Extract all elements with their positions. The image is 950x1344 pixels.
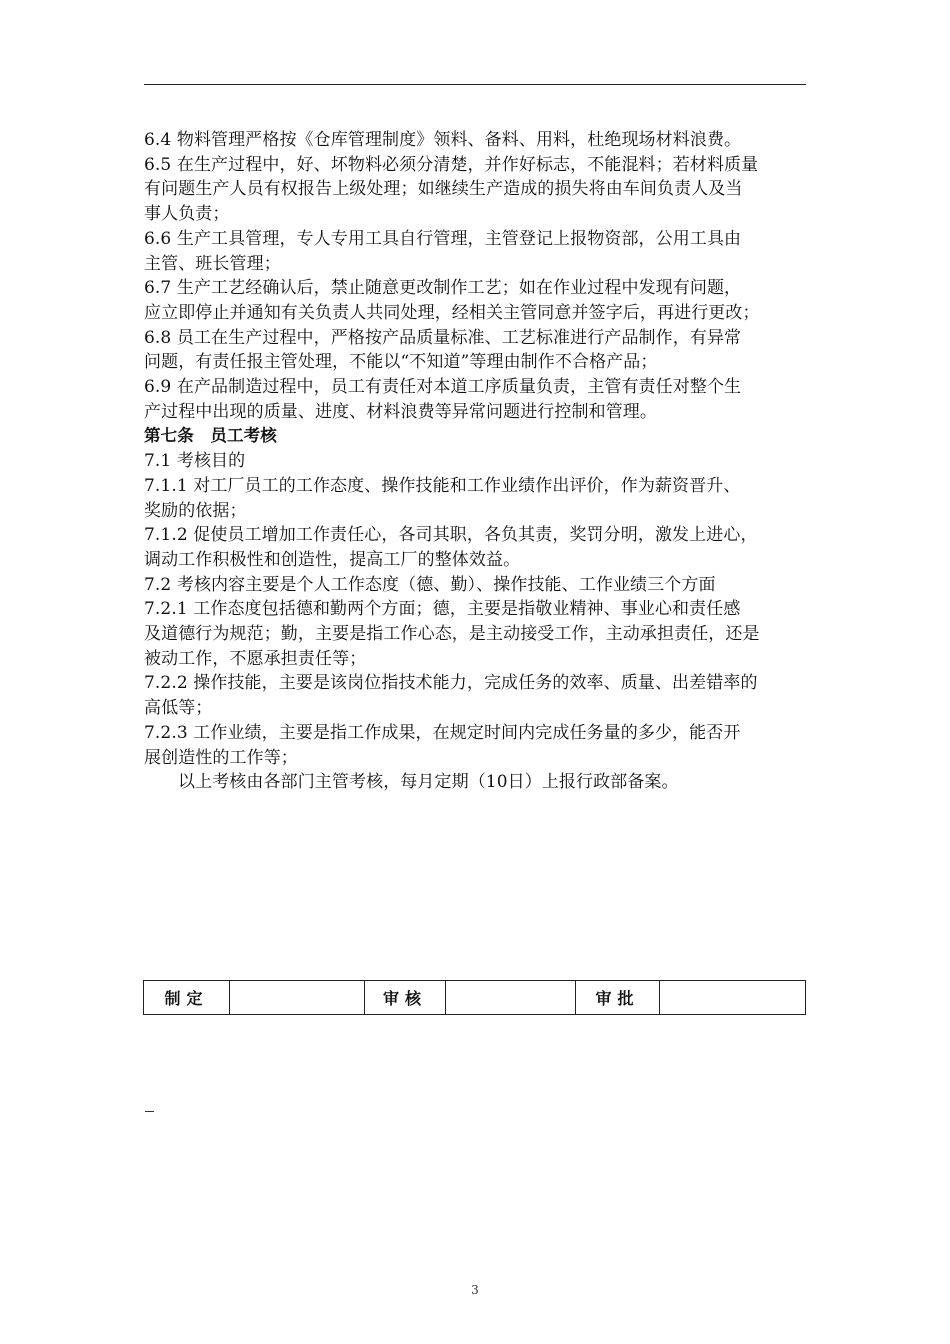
clause-6-5-line-2: 有问题生产人员有权报告上级处理；如继续生产造成的损失将由车间负责人及当: [144, 179, 743, 200]
document-body: [144, 128, 814, 795]
clause-7-2-1-line-2: 及道德行为规范；勤，主要是指工作心态，是主动接受工作，主动承担责任，还是: [144, 624, 760, 645]
clause-6-9-line-1: 6.9 在产品制造过程中，员工有责任对本道工序质量负责，主管有责任对整个生: [144, 377, 742, 398]
clause-7-2: 7.2 考核内容主要是个人工作态度（德、勤）、操作技能、工作业绩三个方面: [144, 574, 716, 595]
clause-6-8-line-1: 6.8 员工在生产过程中，严格按产品质量标准、工艺标准进行产品制作，有异常: [144, 327, 742, 348]
clause-6-5-line-1: 6.5 在生产过程中，好、坏物料必须分清楚，并作好标志，不能混料；若材料质量: [144, 154, 759, 175]
clause-7-2-1-line-1: 7.2.1 工作态度包括德和勤两个方面；德，主要是指敬业精神、事业心和责任感: [144, 599, 741, 620]
clause-6-5-line-3: 事人负责；: [144, 204, 230, 225]
clause-6-4: 6.4 物料管理严格按《仓库管理制度》领料、备料、用料，杜绝现场材料浪费。: [144, 130, 742, 150]
article-7-heading: 第七条 员工考核: [144, 426, 277, 446]
page-number: 3: [471, 1283, 479, 1297]
clause-7-1-1-line-2: 奖励的依据；: [144, 500, 247, 521]
made-value-cell[interactable]: [230, 981, 365, 1015]
clause-7-1-2-line-2: 调动工作积极性和创造性，提高工厂的整体效益。: [144, 549, 521, 570]
header-rule: [144, 84, 806, 85]
review-label: 审核: [365, 981, 446, 1015]
made-label: 制定: [144, 981, 230, 1015]
clause-7-2-3-line-2: 展创造性的工作等；: [144, 747, 298, 768]
clause-7-1: 7.1 考核目的: [144, 451, 246, 472]
clause-7-1-2-line-1: 7.1.2 促使员工增加工作责任心，各司其职，各负其责，奖罚分明，激发上进心，: [144, 525, 758, 546]
clause-7-1-1-line-1: 7.1.1 对工厂员工的工作态度、操作技能和工作业绩作出评价，作为薪资晋升、: [144, 475, 741, 496]
signature-table: [143, 980, 806, 1015]
footer-mark: [145, 1111, 154, 1112]
clause-7-2-3-line-1: 7.2.3 工作业绩，主要是指工作成果，在规定时间内完成任务量的多少，能否开: [144, 722, 741, 743]
clause-6-7-line-2: 应立即停止并通知有关负责人共同处理，经相关主管同意并签字后，再进行更改；: [144, 302, 760, 323]
assessment-note: 以上考核由各部门主管考核，每月定期（10日）上报行政部备案。: [178, 772, 679, 793]
approve-label: 审批: [576, 981, 660, 1015]
clause-6-9-line-2: 产过程中出现的质量、进度、材料浪费等异常问题进行控制和管理。: [144, 401, 657, 422]
clause-6-6-line-1: 6.6 生产工具管理，专人专用工具自行管理，主管登记上报物资部，公用工具由: [144, 228, 742, 249]
clause-7-2-2-line-1: 7.2.2 操作技能，主要是该岗位指技术能力，完成任务的效率、质量、出差错率的: [144, 673, 758, 694]
clause-6-6-line-2: 主管、班长管理；: [144, 253, 281, 274]
signature-row: [144, 981, 806, 1015]
clause-6-7-line-1: 6.7 生产工艺经确认后，禁止随意更改制作工艺；如在作业过程中发现有问题，: [144, 278, 742, 299]
clause-7-2-1-line-3: 被动工作，不愿承担责任等；: [144, 648, 367, 669]
approve-value-cell[interactable]: [660, 981, 806, 1015]
review-value-cell[interactable]: [446, 981, 576, 1015]
clause-6-8-line-2: 问题，有责任报主管处理，不能以“不知道”等理由制作不合格产品；: [144, 352, 658, 373]
clause-7-2-2-line-2: 高低等；: [144, 698, 213, 719]
